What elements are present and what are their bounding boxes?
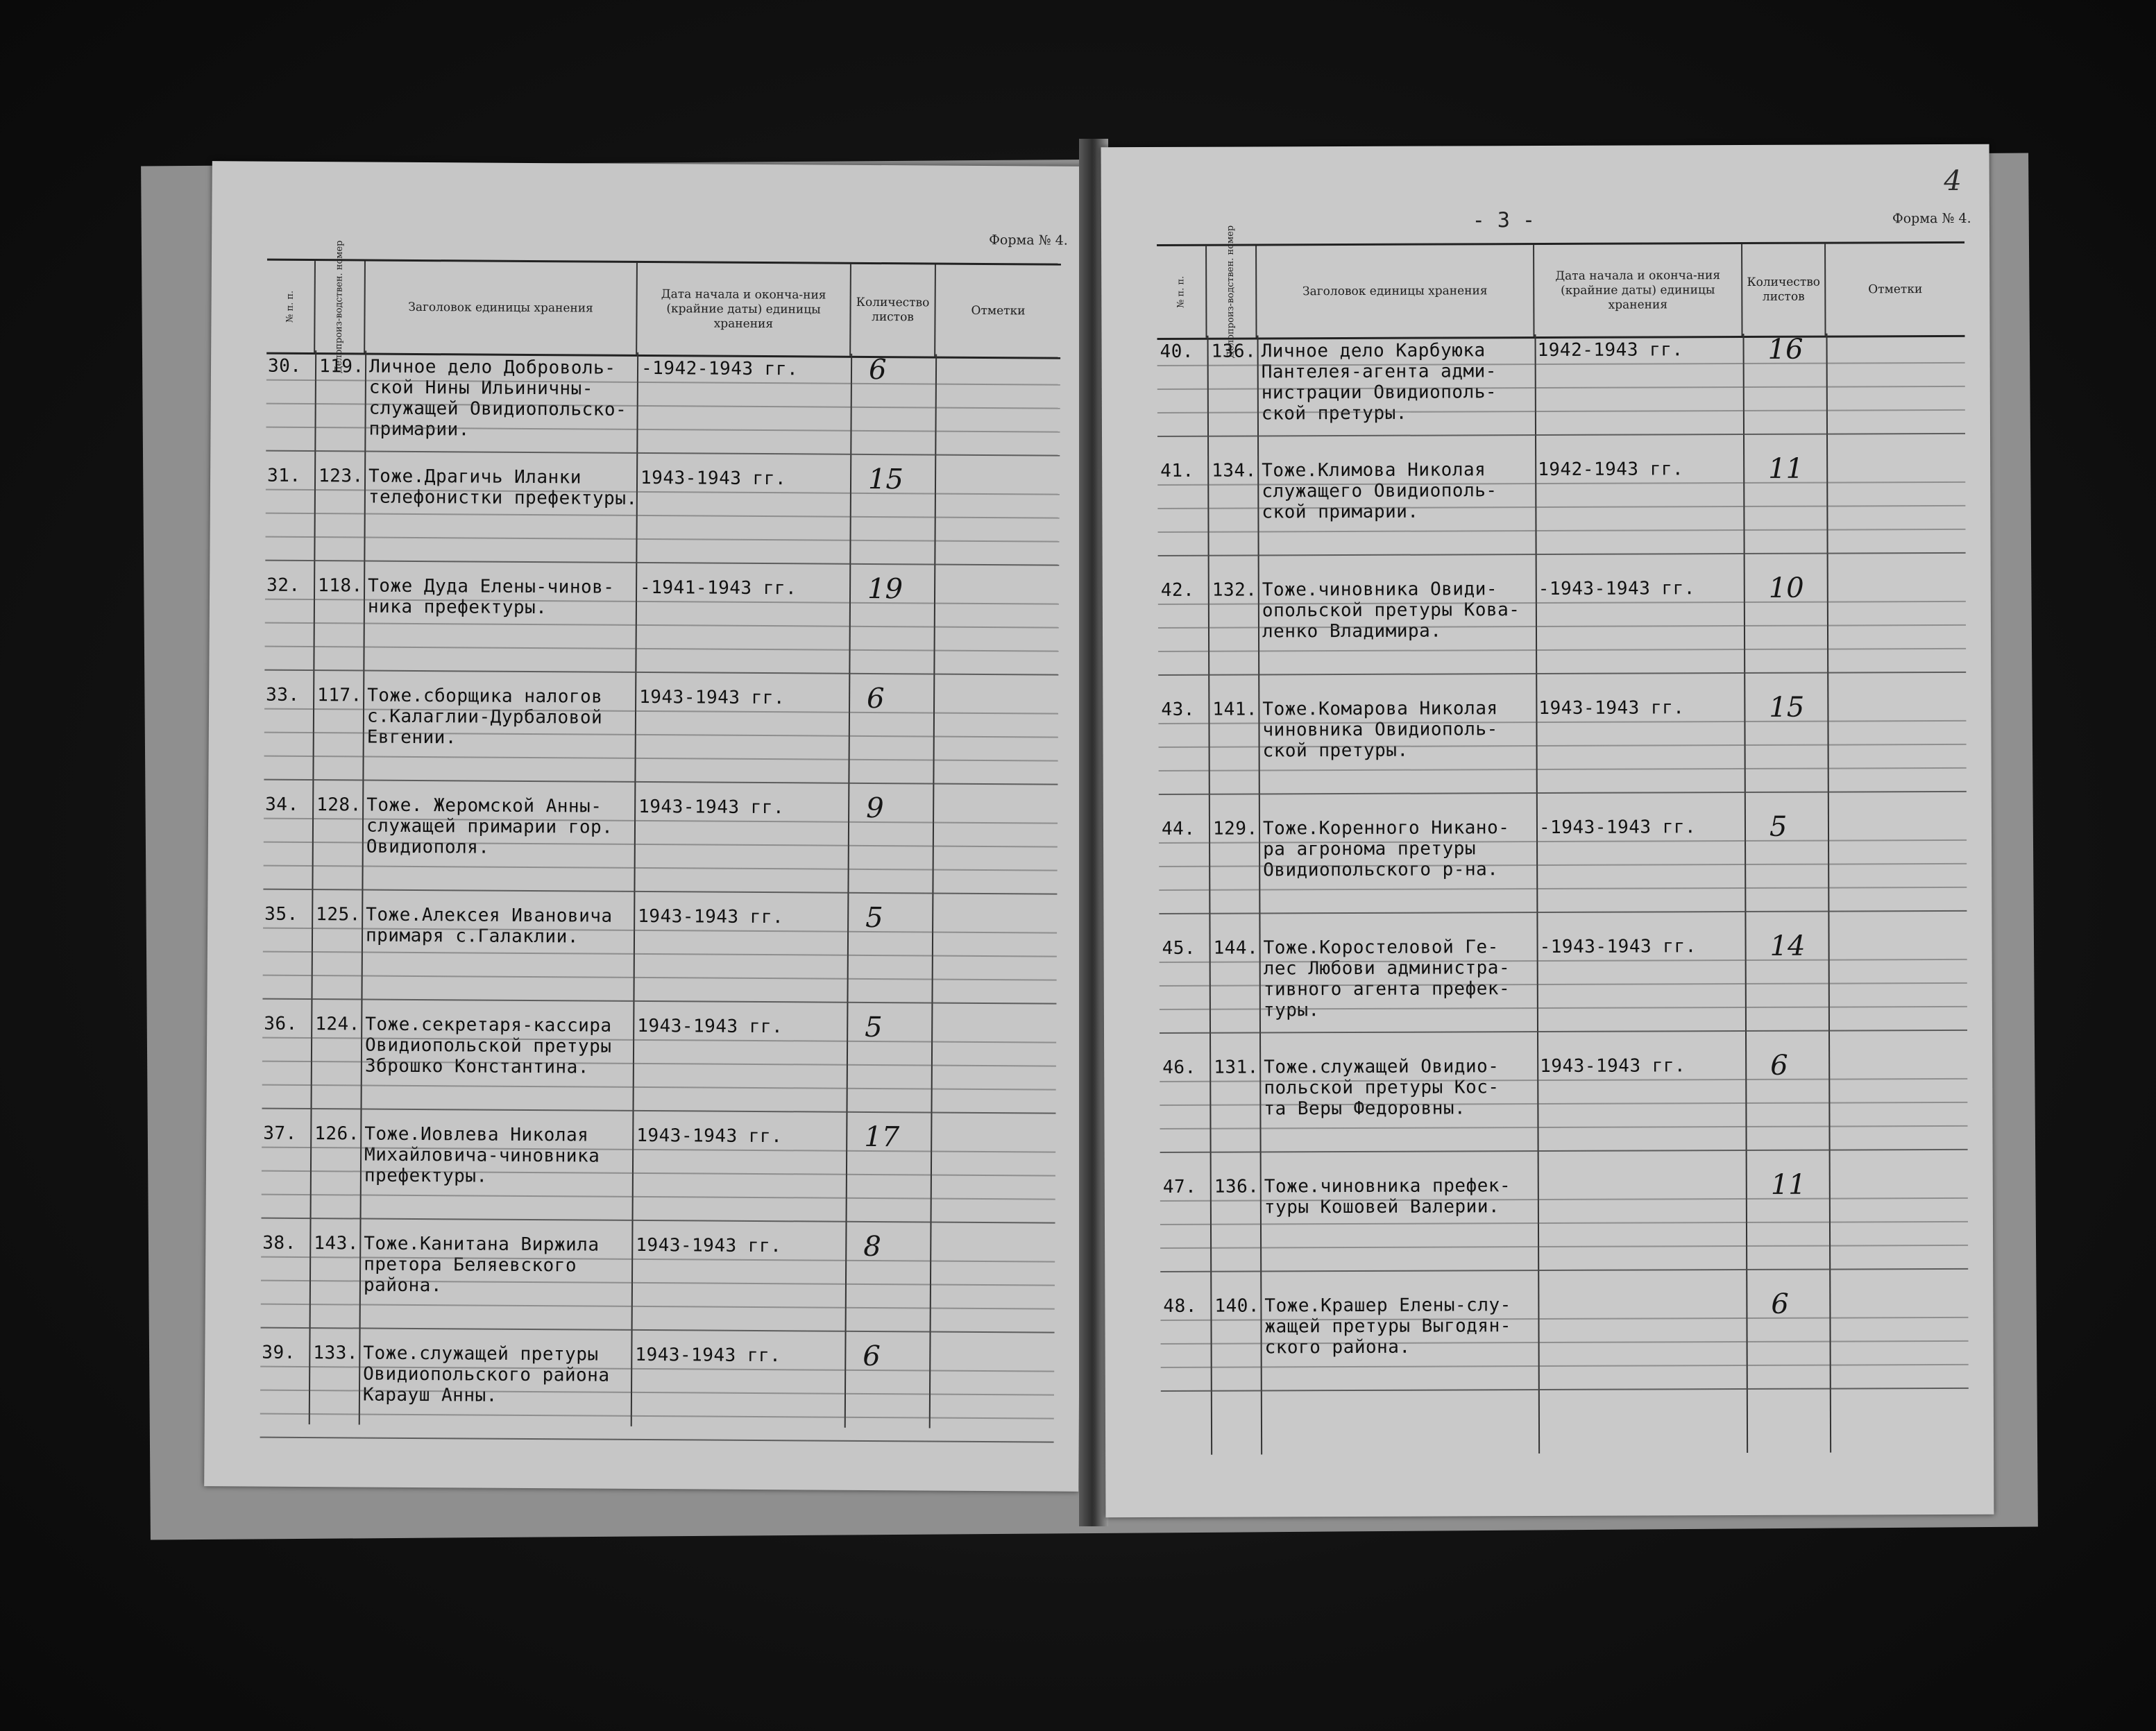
left-table-body (260, 350, 1060, 1429)
row-number: 46. (1162, 1057, 1196, 1078)
office-number: 128. (316, 794, 362, 816)
table-row (1160, 930, 1968, 1057)
unit-title: Тоже.Драгичь Иланки телефонистки префектуры. (368, 466, 638, 509)
sheet-count: 6 (1771, 1288, 1789, 1320)
unit-title: Тоже. Жеромской Анны- служащей примарии гор. Овидиополя. (366, 794, 613, 858)
office-number: 134. (1212, 460, 1257, 481)
header-sheets: Количество листов (1742, 244, 1826, 336)
office-number: 126. (314, 1123, 359, 1145)
table-row (1160, 1168, 1969, 1296)
form-label: Форма № 4. (1892, 210, 1971, 227)
sheet-count: 6 (863, 1340, 881, 1373)
row-number: 34. (265, 794, 299, 815)
unit-title: Тоже.Климова Николая служащего Овидиополь- ской примарии. (1262, 459, 1497, 523)
sheet-count: 6 (868, 353, 887, 386)
office-number: 124. (315, 1014, 360, 1035)
unit-dates: 1943-1943 гг. (635, 1344, 781, 1367)
right-table-body (1157, 333, 1969, 1455)
archive-sheet-number: 4 (1944, 164, 1962, 197)
sheet-count: 14 (1769, 930, 1806, 962)
sheet-count: 9 (866, 792, 884, 825)
unit-dates: -1941-1943 гг. (640, 577, 797, 599)
header-office-number: Делопроиз-водствен. номер (1207, 246, 1257, 337)
unit-title: Тоже.секретаря-кассира Овидиопольской претуры Зброшко Константина. (364, 1014, 612, 1078)
office-number: 140. (1214, 1295, 1260, 1317)
header-dates: Дата начала и оконча-ния (крайние даты) единицы хранения (1534, 244, 1742, 336)
unit-dates: 1943-1943 гг. (639, 686, 786, 709)
header-title: Заголовок единицы хранения (1257, 245, 1534, 337)
unit-dates: -1943-1943 гг. (1539, 936, 1697, 958)
office-number: 131. (1214, 1057, 1259, 1078)
header-number: № п. п. (1157, 246, 1207, 338)
unit-dates: 1943-1943 гг. (636, 1125, 783, 1148)
row-number: 43. (1161, 699, 1195, 720)
office-number: 125. (316, 904, 361, 926)
sheet-count: 19 (867, 572, 903, 606)
row-number: 30. (267, 355, 302, 377)
row-number: 45. (1162, 937, 1196, 959)
row-number: 48. (1163, 1295, 1197, 1317)
sheet-count: 11 (1770, 1168, 1806, 1201)
table-row (1158, 572, 1967, 699)
unit-title: Тоже.Канитана Виржила претора Беляевского района. (363, 1233, 600, 1297)
table-row (1157, 333, 1966, 461)
unit-dates: -1943-1943 гг. (1538, 817, 1697, 839)
unit-title: Тоже.Комарова Николая чиновника Овидиополь- ской претуры. (1262, 698, 1498, 762)
unit-dates: 1943-1943 гг. (1538, 697, 1685, 719)
sheet-count: 15 (1769, 691, 1805, 724)
left-page (204, 161, 1087, 1492)
office-number: 133. (313, 1342, 359, 1364)
row-number: 32. (266, 574, 300, 596)
sheet-count: 6 (1770, 1049, 1788, 1082)
page-number: - 3 - (1472, 208, 1536, 233)
office-number: 118. (318, 575, 363, 597)
row-number: 31. (266, 465, 301, 486)
unit-title: Тоже.чиновника префек- туры Кошовей Валерии. (1264, 1175, 1511, 1218)
sheet-count: 5 (1769, 810, 1788, 843)
unit-title: Тоже.чиновника Овиди- опольской претуры Кова- ленко Владимира. (1262, 579, 1520, 642)
header-number: № п. п. (266, 261, 316, 352)
sheet-count: 8 (863, 1230, 881, 1263)
sheet-count: 10 (1768, 572, 1804, 604)
row-number: 33. (266, 684, 300, 706)
unit-dates: 1943-1943 гг. (638, 796, 785, 819)
unit-dates: 1942-1943 гг. (1537, 339, 1683, 361)
unit-title: Личное дело Доброволь- ской Нины Ильиничны- служащей Овидиопольско- примарии. (368, 356, 627, 441)
header-office-number: Делопроиз-водствен. номер (315, 261, 366, 352)
sheet-count: 17 (864, 1120, 900, 1154)
row-number: 44. (1161, 818, 1196, 839)
row-number: 37. (263, 1123, 297, 1144)
sheet-count: 6 (866, 682, 885, 715)
sheet-count: 5 (865, 901, 883, 935)
row-number: 36. (264, 1013, 298, 1034)
header-title: Заголовок единицы хранения (365, 262, 638, 355)
unit-title: Тоже.служащей Овидио- польской претуры Кос- та Веры Федоровны. (1264, 1056, 1500, 1120)
office-number: 117. (317, 685, 362, 706)
unit-dates: 1943-1943 гг. (638, 905, 784, 928)
unit-dates: 1942-1943 гг. (1538, 459, 1684, 481)
office-number: 132. (1212, 579, 1257, 601)
row-number: 40. (1160, 341, 1194, 362)
unit-title: Тоже.сборщика налогов с.Калаглии-Дурбаловой Евгении. (366, 685, 603, 749)
header-sheets: Количество листов (851, 264, 936, 357)
unit-title: Личное дело Карбуюка Пантелея-агента адми- нистрации Овидиополь- ской претуры. (1261, 340, 1497, 425)
unit-dates: 1943-1943 гг. (1540, 1055, 1686, 1077)
unit-title: Тоже.Коренного Никано- ра агронома претуры Овидиопольского р-на. (1262, 817, 1510, 881)
table-row (1159, 810, 1967, 938)
office-number: 123. (318, 466, 364, 487)
unit-dates: -1943-1943 гг. (1538, 578, 1695, 600)
row-number: 39. (262, 1342, 296, 1363)
unit-title: Тоже.служащей претуры Овидиопольского района Карауш Анны. (362, 1342, 610, 1406)
table-row (1158, 691, 1967, 819)
sheet-count: 16 (1767, 333, 1803, 366)
row-number: 47. (1162, 1176, 1197, 1197)
office-number: 136. (1211, 341, 1257, 362)
unit-title: Тоже.Крашер Елены-слу- жащей претуры Выгодян- ского района. (1264, 1295, 1511, 1358)
unit-dates: 1943-1943 гг. (640, 467, 787, 490)
unit-title: Тоже.Алексея Ивановича примаря с.Галаклии. (365, 904, 613, 948)
office-number: 143. (314, 1233, 359, 1254)
unit-dates: 1943-1943 гг. (637, 1015, 783, 1038)
sheet-count: 11 (1768, 452, 1804, 485)
header-dates: Дата начала и оконча-ния (крайние даты) единицы хранения (637, 263, 851, 356)
office-number: 129. (1212, 818, 1258, 839)
header-notes: Отметки (971, 303, 1026, 318)
office-number: 119. (319, 356, 364, 377)
office-number: 141. (1212, 699, 1258, 720)
row-number: 41. (1160, 460, 1194, 481)
unit-dates: 1943-1943 гг. (636, 1234, 782, 1257)
row-number: 35. (264, 903, 298, 925)
sheet-count: 15 (867, 463, 904, 496)
table-row (1160, 1049, 1968, 1177)
row-number: 42. (1160, 579, 1195, 601)
unit-title: Тоже.Коростеловой Ге- лес Любови администра- тивного агента префек- туры. (1263, 937, 1511, 1021)
table-row (1157, 452, 1966, 580)
unit-title: Тоже.Иовлева Николая Михайловича-чиновника префектуры. (364, 1123, 600, 1187)
sheet-count: 5 (865, 1011, 883, 1044)
header-notes: Отметки (1868, 282, 1923, 296)
unit-title: Тоже Дуда Елены-чинов- ника префектуры. (367, 575, 615, 619)
office-number: 136. (1214, 1176, 1259, 1197)
unit-dates: -1942-1943 гг. (640, 357, 799, 380)
row-number: 38. (262, 1232, 296, 1254)
form-label: Форма № 4. (989, 232, 1068, 248)
right-page (1101, 144, 1994, 1517)
table-row (1160, 1288, 1969, 1415)
office-number: 144. (1213, 937, 1259, 959)
